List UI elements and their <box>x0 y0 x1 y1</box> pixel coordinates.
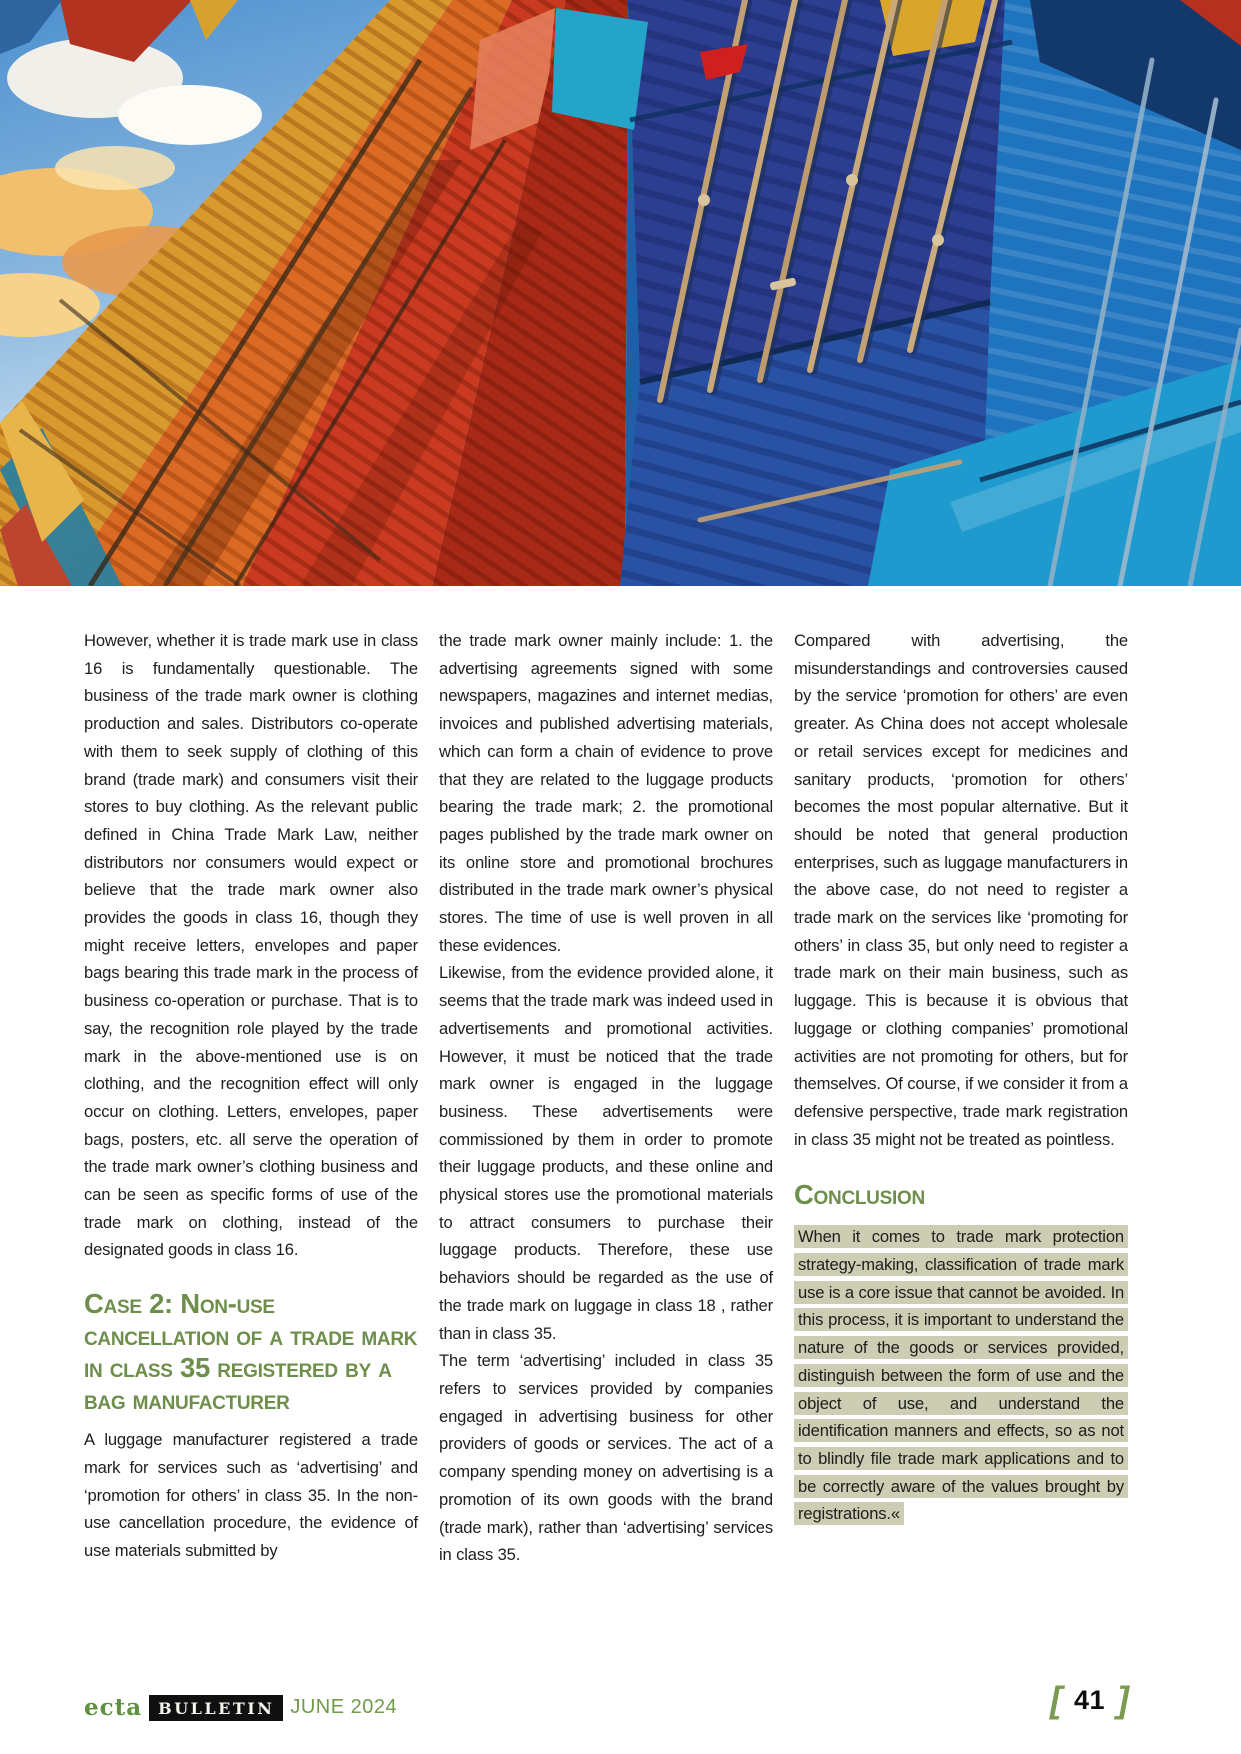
ecta-logo: ecta <box>84 1694 143 1721</box>
column-1 <box>84 627 418 1569</box>
bulletin-logo: BULLETIN <box>149 1695 283 1721</box>
column-2 <box>439 627 773 1569</box>
paragraph: A luggage manufacturer registered a trade mark for services such as ‘advertising’ and ‘promotion for others’ in class 35. In the non-use cancellation procedure, the evidence of use materials submitted by <box>84 1430 418 1560</box>
conclusion-heading: Conclusion <box>794 1179 925 1211</box>
paragraph: Likewise, from the evidence provided alone, it seems that the trade mark was indeed used in advertisements and promotional activities. However, it must be noticed that the trade mark owner is engaged in the luggage business. These advertisements were commissioned by them in order to promote their luggage products, and these online and physical stores use the promotional materials to attract consumers to purchase their luggage products. Therefore, these use behaviors should be regarded as the use of the trade mark on luggage in class 18 , rather than in class 35. <box>439 963 773 1343</box>
issue-date: JUNE 2024 <box>290 1696 398 1718</box>
case2-heading: Case 2: Non-use cancellation of a trade mark in class 35 registered by a bag manufacturer <box>84 1288 418 1416</box>
paragraph: The term ‘advertising’ included in class 35 refers to services provided by companies engaged in advertising business for other providers of goods or services. The act of a company spending money on advertising is a promotion of its own goods with the brand (trade mark), rather than ‘advertising’ services in class 35. <box>439 1351 773 1565</box>
column-3 <box>794 627 1128 1569</box>
highlighted-text: When it comes to trade mark protection strategy-making, classification of trade mark use is a core issue that cannot be avoided. In this process, it is important to understand the nature of the goods or services provided, distinguish between the form of use and the object of use, and understand the identification manners and effects, so as not to blindly file trade mark applications and to be correctly aware of the values brought by registrations.« <box>794 1225 1128 1525</box>
conclusion-paragraph <box>794 1223 1128 1528</box>
left-bracket: [ <box>1049 1679 1062 1720</box>
page-footer <box>84 1679 1157 1728</box>
paragraph: Compared with advertising, the misunderstandings and controversies caused by the service ‘promotion for others’ are even greater. As China does not accept wholesale or retail services except for medicines and sanitary products, ‘promotion for others’ becomes the most popular alternative. But it should be noted that general production enterprises, such as luggage manufacturers in the above case, do not need to register a trade mark on the services like ‘promoting for others’ in class 35, but only need to register a trade mark on their main business, such as luggage. This is because it is obvious that luggage or clothing companies’ promotional activities are not promoting for others, but for themselves. Of course, if we consider it from a defensive perspective, trade mark registration in class 35 might not be treated as pointless. <box>794 631 1128 1149</box>
bulletin-brand <box>84 1694 397 1721</box>
container-stack-illustration <box>0 0 1241 586</box>
hero-image-containers <box>0 0 1241 586</box>
page-number: 41 <box>1073 1684 1105 1715</box>
page-number-block <box>1049 1679 1129 1720</box>
paragraph: the trade mark owner mainly include: 1. the advertising agreements signed with some newspapers, magazines and internet medias, invoices and published advertising materials, which can form a chain of evidence to prove that they are related to the luggage products bearing the trade mark; 2. the promotional pages published by the trade mark owner on its online store and promotional brochures distributed in the trade mark owner’s physical stores. The time of use is well proven in all these evidences. <box>439 631 773 955</box>
article-body <box>84 627 1128 1569</box>
right-bracket: ] <box>1117 1679 1129 1720</box>
paragraph: However, whether it is trade mark use in class 16 is fundamentally questionable. The business of the trade mark owner is clothing production and sales. Distributors co-operate with them to seek supply of clothing of this brand (trade mark) and consumers visit their stores to buy clothing. As the relevant public defined in China Trade Mark Law, neither distributors nor consumers would expect or believe that the trade mark owner also provides the goods in class 16, though they might receive letters, envelopes and paper bags bearing this trade mark in the process of business co-operation or purchase. That is to say, the recognition role played by the trade mark in the above-mentioned use is on clothing, and the recognition effect will only occur on clothing. Letters, envelopes, paper bags, posters, etc. all serve the operation of the trade mark owner’s clothing business and can be seen as specific forms of use of the trade mark on clothing, instead of the designated goods in class 16. <box>84 631 418 1260</box>
